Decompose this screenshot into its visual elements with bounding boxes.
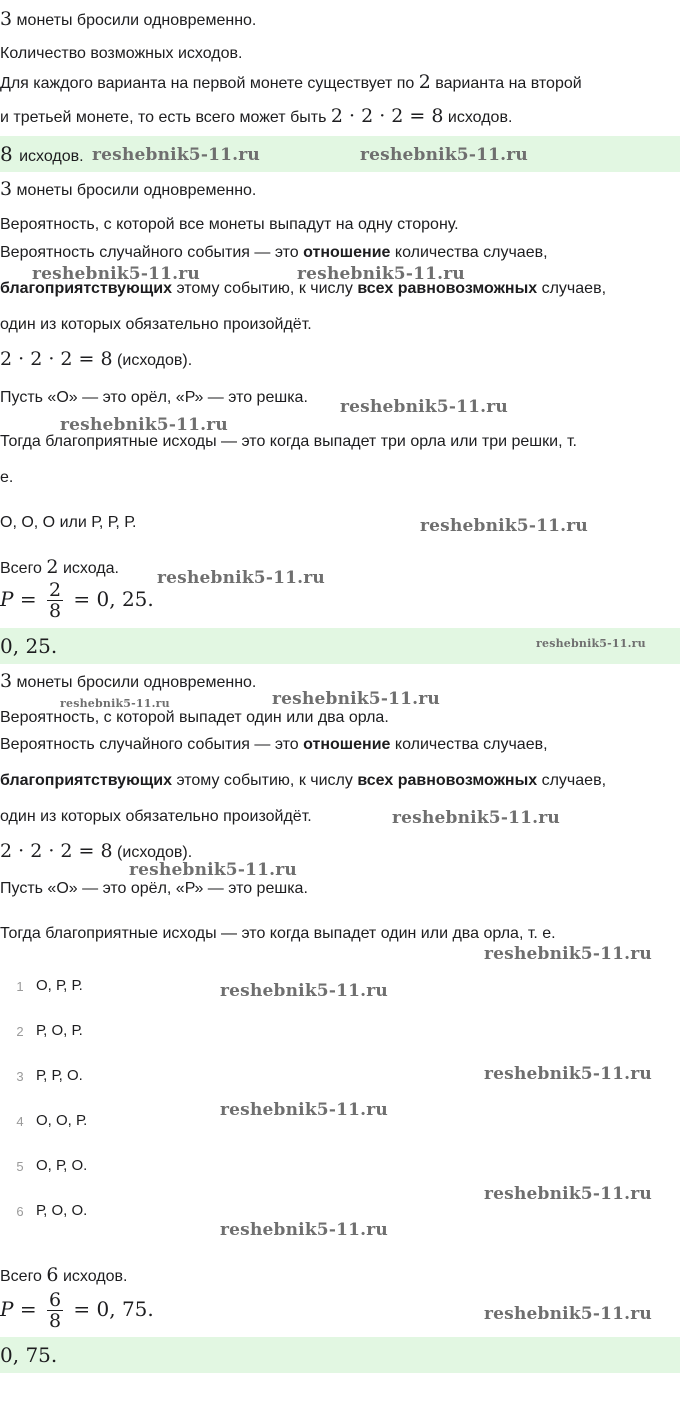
p3-answer: 0, 75. [0, 1343, 58, 1367]
p3-count-math: 2 · 2 · 2 = 8 [0, 840, 113, 862]
p2-def2-bold2: всех равновозможных [357, 280, 538, 297]
p3-count-text: (исходов). [117, 844, 193, 861]
p2-count-text: (исходов). [117, 352, 193, 369]
list-item: Р, О, Р. [36, 1022, 83, 1039]
p1-answer [0, 142, 84, 166]
list-item: Р, О, О. [36, 1202, 88, 1219]
p3-def3: один из которых обязательно произойдёт. [0, 808, 312, 825]
p3-notation: Пусть «О» — это орёл, «Р» — это решка. [0, 880, 308, 897]
p3-def2-bold2: всех равновозможных [357, 772, 538, 789]
p3-p-result: = 0, 75. [73, 1297, 154, 1321]
watermark: reshebnik5-11.ru [92, 145, 260, 165]
p3-line2: Вероятность, с которой выпадет один или два орла. [0, 709, 389, 726]
p1-line3-pre: Для каждого варианта на первой монете существует по [0, 75, 415, 92]
p2-outcomes: О, О, О или Р, Р, Р. [0, 514, 137, 531]
p3-def1-post: количества случаев, [394, 736, 548, 753]
p3-def2-bold1: благоприятствующих [0, 772, 172, 789]
watermark: reshebnik5-11.ru [536, 637, 646, 650]
p3-def2-mid: этому событию, к числу [176, 772, 353, 789]
watermark: reshebnik5-11.ru [220, 981, 388, 1001]
p3-probability-formula: P = $\frac{6}{8}$ = 0, 75. [0, 1289, 154, 1332]
watermark: reshebnik5-11.ru [484, 1184, 652, 1204]
p2-total-pre: Всего [0, 560, 42, 577]
p3-def1 [0, 734, 548, 756]
p2-fraction-den: 8 [48, 600, 62, 622]
p1-line2: Количество возможных исходов. [0, 45, 243, 62]
p2-fav1: Тогда благоприятные исходы — это когда выпадет три орла или три решки, т. [0, 433, 577, 450]
p1-line3-num: 2 [418, 71, 431, 93]
watermark: reshebnik5-11.ru [60, 697, 170, 710]
p3-fraction [47, 1290, 63, 1331]
p3-total [0, 1264, 127, 1288]
p2-fav2: е. [0, 469, 14, 486]
p1-line4-math: 2 · 2 · 2 = 8 [330, 105, 444, 127]
watermark: reshebnik5-11.ru [157, 568, 325, 588]
p3-fraction-den: 8 [48, 1310, 62, 1332]
p3-def1-bold: отношение [303, 736, 391, 753]
list-item: Р, Р, О. [36, 1067, 83, 1084]
watermark: reshebnik5-11.ru [272, 689, 440, 709]
p3-line1 [0, 670, 256, 694]
p3-total-pre: Всего [0, 1268, 42, 1285]
p2-answer: 0, 25. [0, 634, 58, 658]
p2-p-result: = 0, 25. [73, 587, 154, 611]
watermark: reshebnik5-11.ru [60, 415, 228, 435]
p1-line3 [0, 71, 582, 95]
p2-def1-post: количества случаев, [394, 244, 548, 261]
p1-line4-pre: и третьей монете, то есть всего может быть [0, 109, 327, 126]
watermark: reshebnik5-11.ru [392, 808, 560, 828]
p1-answer-num: 8 [0, 142, 13, 166]
p2-probability-formula: P = $\frac{2}{8}$ = 0, 25. [0, 579, 154, 622]
p3-line1-text: монеты бросили одновременно. [16, 674, 257, 691]
watermark: reshebnik5-11.ru [32, 264, 200, 284]
watermark: reshebnik5-11.ru [360, 145, 528, 165]
p2-p-label: P [0, 587, 14, 611]
p3-def2-post: случаев, [541, 772, 607, 789]
list-item-number: 2 [16, 1024, 24, 1039]
p3-fraction-num: 6 [48, 1289, 62, 1311]
p1-line1-text: монеты бросили одновременно. [16, 12, 257, 29]
p3-total-post: исходов. [62, 1268, 128, 1285]
p2-def2-post: случаев, [541, 280, 607, 297]
p2-def2-mid: этому событию, к числу [176, 280, 353, 297]
list-item-number: 5 [16, 1159, 24, 1174]
list-item-number: 4 [16, 1114, 24, 1129]
p2-def1-bold: отношение [303, 244, 391, 261]
p2-line1-text: монеты бросили одновременно. [16, 182, 257, 199]
p2-notation: Пусть «О» — это орёл, «Р» — это решка. [0, 389, 308, 406]
p1-line4 [0, 105, 512, 129]
list-item: О, Р, О. [36, 1157, 88, 1174]
watermark: reshebnik5-11.ru [220, 1220, 388, 1240]
p2-fraction [47, 580, 63, 621]
watermark: reshebnik5-11.ru [340, 397, 508, 417]
list-item-number: 6 [16, 1204, 24, 1219]
p2-def2-bold1: благоприятствующих [0, 280, 172, 297]
p1-answer-text: исходов. [19, 148, 84, 165]
p2-count [0, 348, 192, 372]
p2-def3: один из которых обязательно произойдёт. [0, 316, 312, 333]
p2-total [0, 556, 119, 580]
list-item-number: 1 [16, 979, 24, 994]
list-item-number: 3 [16, 1069, 24, 1084]
p2-line1-num: 3 [0, 178, 13, 200]
p2-fraction-num: 2 [48, 579, 62, 601]
p1-line1 [0, 8, 256, 32]
p2-def1-pre: Вероятность случайного события — это [0, 244, 299, 261]
p2-def1 [0, 242, 548, 264]
p3-total-num: 6 [46, 1264, 59, 1286]
p2-count-math: 2 · 2 · 2 = 8 [0, 348, 113, 370]
p3-def1-pre: Вероятность случайного события — это [0, 736, 299, 753]
p3-line1-num: 3 [0, 670, 13, 692]
p2-total-num: 2 [46, 556, 59, 578]
watermark: reshebnik5-11.ru [484, 1064, 652, 1084]
list-item: О, О, Р. [36, 1112, 88, 1129]
p3-p-label: P [0, 1297, 14, 1321]
watermark: reshebnik5-11.ru [484, 944, 652, 964]
p2-total-post: исхода. [62, 560, 119, 577]
p1-line4-post: исходов. [447, 109, 513, 126]
p1-line3-post: варианта на второй [435, 75, 582, 92]
watermark: reshebnik5-11.ru [129, 860, 297, 880]
watermark: reshebnik5-11.ru [420, 516, 588, 536]
p2-line2: Вероятность, с которой все монеты выпадут на одну сторону. [0, 216, 459, 233]
p3-answer-band [0, 1337, 680, 1373]
watermark: reshebnik5-11.ru [297, 264, 465, 284]
watermark: reshebnik5-11.ru [484, 1304, 652, 1324]
watermark: reshebnik5-11.ru [220, 1100, 388, 1120]
p3-def2 [0, 770, 606, 792]
p2-line1 [0, 178, 256, 202]
p3-fav1: Тогда благоприятные исходы — это когда выпадет один или два орла, т. е. [0, 925, 556, 942]
list-item: О, Р, Р. [36, 977, 83, 994]
p1-line1-num: 3 [0, 8, 13, 30]
